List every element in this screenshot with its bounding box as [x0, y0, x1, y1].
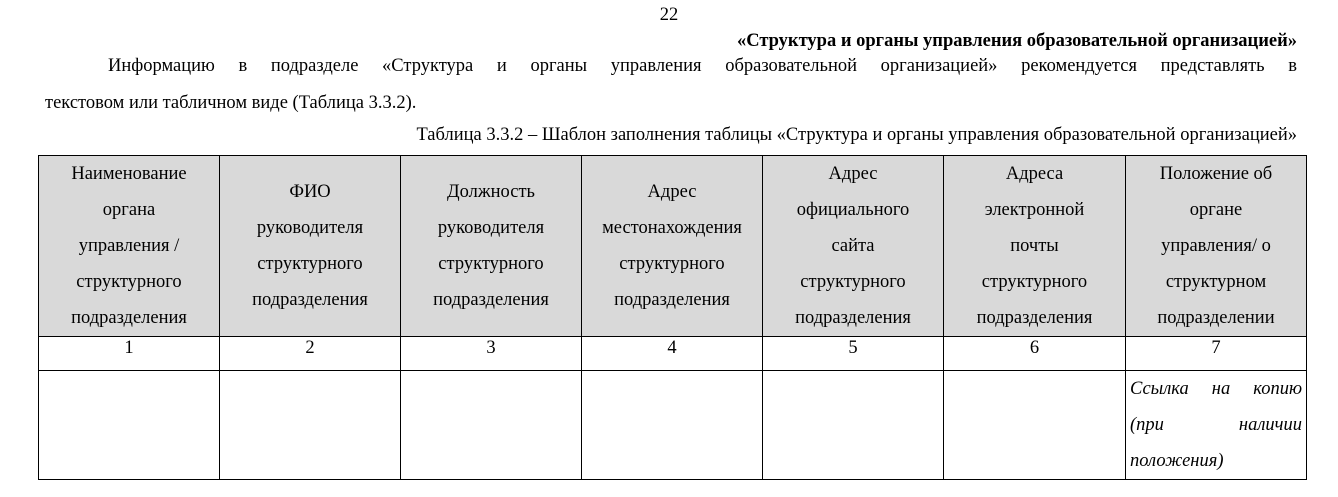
header-6-line-2: электронной: [984, 200, 1085, 220]
header-6-line-4: структурного: [981, 272, 1088, 292]
header-1-line-4: структурного: [76, 272, 182, 292]
table-data-row: [39, 371, 1307, 480]
header-5-line-2: официального: [796, 200, 910, 220]
structure-table: [38, 155, 1307, 480]
header-7-line-3: управления/ о: [1161, 236, 1271, 256]
data-cell-6: [944, 371, 1126, 480]
note-line-3: положения): [1130, 451, 1224, 471]
header-2-line-3: структурного: [257, 254, 363, 274]
data-cell-7-note: [1126, 371, 1307, 480]
header-cell-6: [944, 156, 1126, 337]
header-1-line-3: управления /: [78, 236, 180, 256]
header-4-line-3: структурного: [619, 254, 725, 274]
header-1-line-1: Наименование: [71, 164, 187, 184]
column-number-5: 5: [763, 337, 944, 371]
page-number: 22: [659, 5, 679, 25]
header-7-line-2: органе: [1189, 200, 1243, 220]
header-6-line-3: почты: [1010, 236, 1059, 256]
data-cell-4: [582, 371, 763, 480]
header-cell-3: [401, 156, 582, 337]
column-number-1: 1: [39, 337, 220, 371]
note-line-1: Ссылка на копию: [1130, 379, 1302, 399]
header-4-line-2: местонахождения: [602, 218, 742, 238]
column-number-6: 6: [944, 337, 1126, 371]
header-cell-5: [763, 156, 944, 337]
column-number-3: 3: [401, 337, 582, 371]
header-1-line-2: органа: [102, 200, 156, 220]
data-cell-2: [220, 371, 401, 480]
header-cell-1: [39, 156, 220, 337]
header-cell-7: [1126, 156, 1307, 337]
header-5-line-5: подразделения: [795, 308, 911, 328]
table-number-row: [39, 337, 1307, 371]
header-2-line-2: руководителя: [256, 218, 364, 238]
header-7-line-1: Положение об: [1159, 164, 1273, 184]
table-caption: Таблица 3.3.2 – Шаблон заполнения таблицы «Структура и органы управления образовательной организацией»: [416, 125, 1297, 145]
header-cell-4: [582, 156, 763, 337]
note-line-2: (при наличии: [1130, 415, 1302, 435]
data-cell-5: [763, 371, 944, 480]
section-title: «Структура и органы управления образовательной организацией»: [736, 31, 1297, 51]
header-1-line-5: подразделения: [71, 308, 187, 328]
header-3-line-4: подразделения: [433, 290, 549, 310]
header-5-line-4: структурного: [800, 272, 906, 292]
header-6-line-1: Адреса: [1005, 164, 1064, 184]
header-3-line-3: структурного: [438, 254, 544, 274]
header-2-line-4: подразделения: [252, 290, 368, 310]
header-5-line-1: Адрес: [828, 164, 878, 184]
header-cell-2: [220, 156, 401, 337]
header-7-line-4: структурном: [1165, 272, 1267, 292]
header-7-line-5: подразделении: [1157, 308, 1275, 328]
header-3-line-2: руководителя: [437, 218, 545, 238]
paragraph-line-1: Информацию в подразделе «Структура и органы управления образовательной организацией» рекомендуется представлять в: [108, 56, 1297, 76]
header-4-line-1: Адрес: [647, 182, 697, 202]
table-header-row: [39, 156, 1307, 337]
header-2-line-1: ФИО: [289, 182, 331, 202]
column-number-2: 2: [220, 337, 401, 371]
header-5-line-3: сайта: [831, 236, 875, 256]
header-4-line-4: подразделения: [614, 290, 730, 310]
data-cell-3: [401, 371, 582, 480]
header-3-line-1: Должность: [447, 182, 535, 202]
data-cell-1: [39, 371, 220, 480]
column-number-4: 4: [582, 337, 763, 371]
paragraph-line-2: текстовом или табличном виде (Таблица 3.3.2).: [45, 93, 417, 113]
header-6-line-5: подразделения: [976, 308, 1093, 328]
column-number-7: 7: [1126, 337, 1307, 371]
